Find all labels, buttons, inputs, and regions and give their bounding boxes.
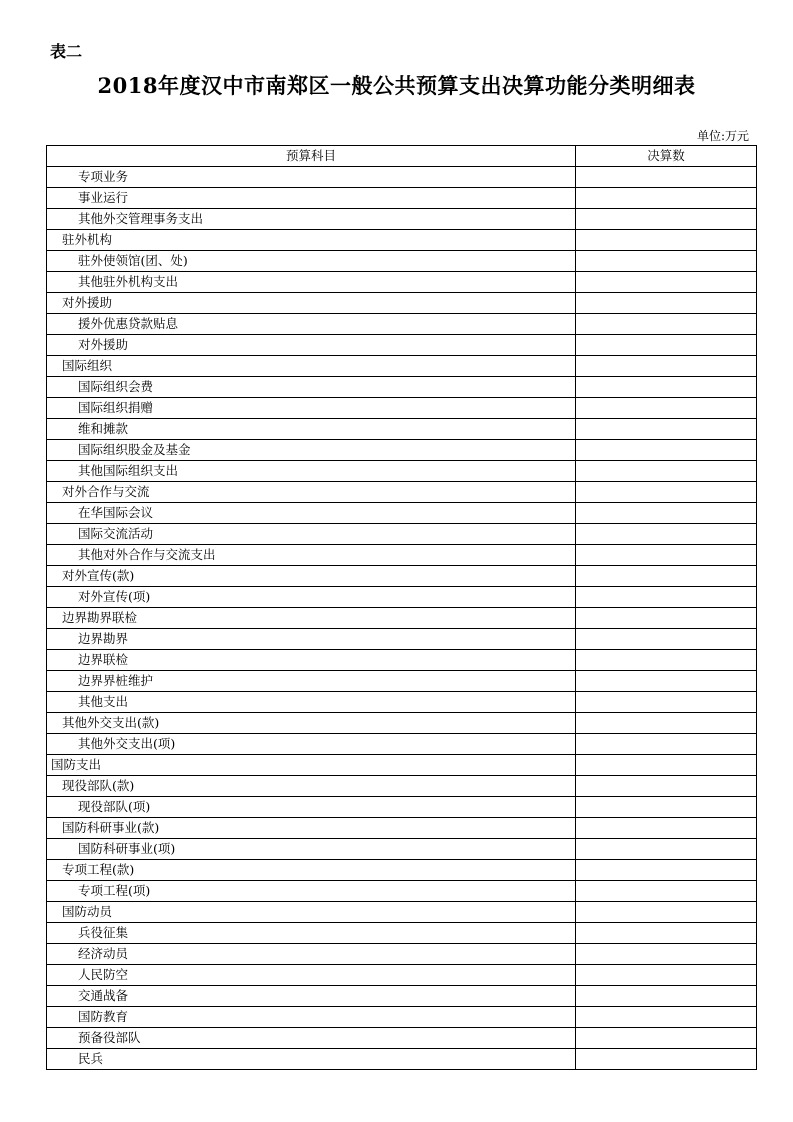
row-amount-cell [576,314,757,335]
table-row [47,440,757,461]
table-row [47,797,757,818]
row-amount-cell [576,986,757,1007]
row-amount-cell [576,923,757,944]
row-amount-cell [576,839,757,860]
row-amount-cell [576,545,757,566]
row-subject-cell: 对外援助 [47,335,576,356]
row-subject-cell: 国际交流活动 [47,524,576,545]
table-row [47,860,757,881]
table-row [47,1049,757,1070]
row-amount-cell [576,776,757,797]
table-row [47,251,757,272]
row-subject-cell: 援外优惠贷款贴息 [47,314,576,335]
row-amount-cell [576,1007,757,1028]
row-subject-cell: 维和摊款 [47,419,576,440]
row-amount-cell [576,692,757,713]
table-row [47,902,757,923]
row-subject-cell: 国防科研事业(款) [47,818,576,839]
table-row [47,1007,757,1028]
table-row [47,923,757,944]
row-subject-cell: 经济动员 [47,944,576,965]
row-amount-cell [576,251,757,272]
row-subject-cell: 对外援助 [47,293,576,314]
row-subject-cell: 在华国际会议 [47,503,576,524]
row-subject-cell: 其他驻外机构支出 [47,272,576,293]
table-row [47,167,757,188]
row-subject-cell: 驻外使领馆(团、处) [47,251,576,272]
table-row [47,482,757,503]
row-amount-cell [576,650,757,671]
row-amount-cell [576,734,757,755]
row-subject-cell: 边界勘界联检 [47,608,576,629]
table-row [47,755,757,776]
table-row [47,293,757,314]
row-amount-cell [576,524,757,545]
table-row [47,839,757,860]
table-row [47,188,757,209]
row-amount-cell [576,377,757,398]
row-amount-cell [576,671,757,692]
row-amount-cell [576,965,757,986]
table-row [47,587,757,608]
table-header-row [47,146,757,167]
page-title: 2018年度汉中市南郑区一般公共预算支出决算功能分类明细表 [97,73,696,98]
table-row [47,965,757,986]
row-amount-cell [576,272,757,293]
row-subject-cell: 国际组织 [47,356,576,377]
table-row [47,650,757,671]
row-subject-cell: 现役部队(款) [47,776,576,797]
row-subject-cell: 其他国际组织支出 [47,461,576,482]
row-amount-cell [576,1028,757,1049]
row-subject-cell: 现役部队(项) [47,797,576,818]
table-row [47,461,757,482]
row-subject-cell: 国际组织会费 [47,377,576,398]
row-subject-cell: 驻外机构 [47,230,576,251]
row-amount-cell [576,860,757,881]
table-row [47,209,757,230]
row-amount-cell [576,167,757,188]
row-amount-cell [576,503,757,524]
budget-table [46,145,757,1070]
row-subject-cell: 对外宣传(项) [47,587,576,608]
row-subject-cell: 边界勘界 [47,629,576,650]
row-amount-cell [576,608,757,629]
table-row [47,881,757,902]
unit-label: 单位:万元 [696,129,749,143]
row-amount-cell [576,335,757,356]
row-amount-cell [576,188,757,209]
row-amount-cell [576,209,757,230]
table-row [47,608,757,629]
row-amount-cell [576,587,757,608]
table-row [47,944,757,965]
row-amount-cell [576,398,757,419]
table-row [47,1028,757,1049]
row-amount-cell [576,797,757,818]
table-row [47,818,757,839]
row-subject-cell: 专项业务 [47,167,576,188]
row-subject-cell: 边界界桩维护 [47,671,576,692]
row-amount-cell [576,566,757,587]
row-subject-cell: 国防教育 [47,1007,576,1028]
row-subject-cell: 预备役部队 [47,1028,576,1049]
row-amount-cell [576,1049,757,1070]
row-subject-cell: 专项工程(款) [47,860,576,881]
table-row [47,314,757,335]
row-subject-cell: 其他外交支出(款) [47,713,576,734]
table-row [47,335,757,356]
row-subject-cell: 人民防空 [47,965,576,986]
row-amount-cell [576,461,757,482]
table-row [47,566,757,587]
row-subject-cell: 其他外交管理事务支出 [47,209,576,230]
row-amount-cell [576,629,757,650]
row-amount-cell [576,230,757,251]
row-amount-cell [576,440,757,461]
table-row [47,671,757,692]
table-row [47,524,757,545]
table-row [47,377,757,398]
row-subject-cell: 交通战备 [47,986,576,1007]
table-row [47,629,757,650]
row-subject-cell: 专项工程(项) [47,881,576,902]
table-row [47,986,757,1007]
row-subject-cell: 国际组织股金及基金 [47,440,576,461]
table-number-label: 表二 [50,42,83,61]
row-subject-cell: 对外合作与交流 [47,482,576,503]
row-amount-cell [576,755,757,776]
row-subject-cell: 其他支出 [47,692,576,713]
row-amount-cell [576,818,757,839]
table-row [47,734,757,755]
row-subject-cell: 其他对外合作与交流支出 [47,545,576,566]
column-header-amount: 决算数 [576,146,757,167]
row-amount-cell [576,881,757,902]
row-subject-cell: 其他外交支出(项) [47,734,576,755]
row-subject-cell: 国防动员 [47,902,576,923]
table-row [47,776,757,797]
table-row [47,692,757,713]
table-row [47,713,757,734]
row-subject-cell: 国际组织捐赠 [47,398,576,419]
row-amount-cell [576,482,757,503]
row-subject-cell: 民兵 [47,1049,576,1070]
table-row [47,272,757,293]
row-subject-cell: 兵役征集 [47,923,576,944]
row-amount-cell [576,944,757,965]
row-subject-cell: 对外宣传(款) [47,566,576,587]
table-row [47,419,757,440]
table-row [47,398,757,419]
row-amount-cell [576,713,757,734]
row-amount-cell [576,902,757,923]
row-amount-cell [576,293,757,314]
table-row [47,545,757,566]
row-amount-cell [576,419,757,440]
row-amount-cell [576,356,757,377]
column-header-subject: 预算科目 [47,146,576,167]
table-row [47,356,757,377]
table-row [47,230,757,251]
row-subject-cell: 国防科研事业(项) [47,839,576,860]
row-subject-cell: 事业运行 [47,188,576,209]
row-subject-cell: 边界联检 [47,650,576,671]
row-subject-cell: 国防支出 [47,755,576,776]
table-row [47,503,757,524]
